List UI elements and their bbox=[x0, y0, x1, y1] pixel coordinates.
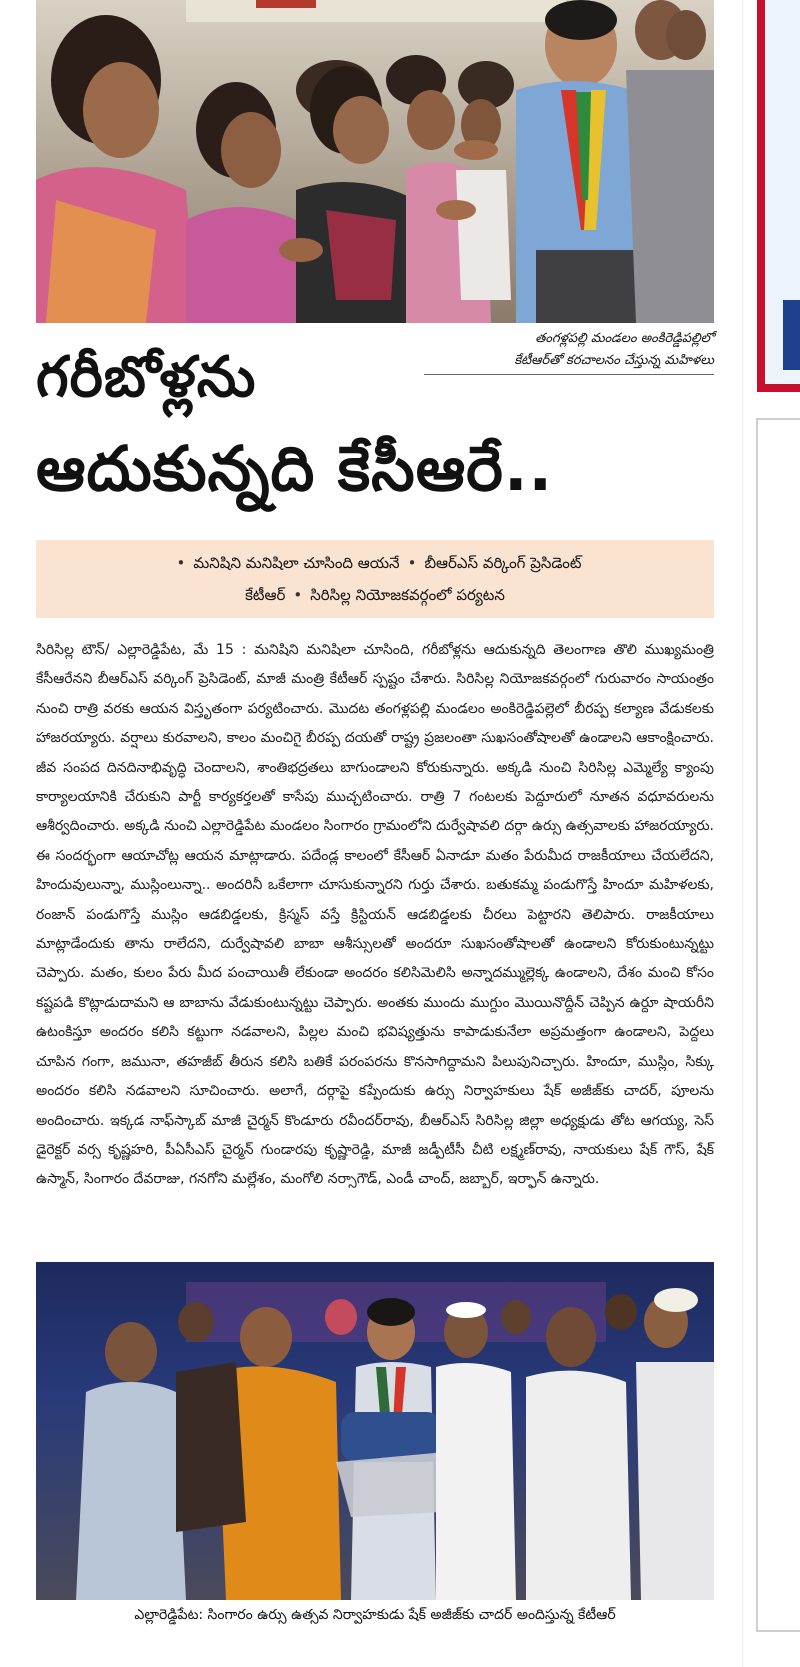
bullet-icon: • bbox=[407, 554, 417, 572]
caption-line-1: తంగళ్లపల్లి మండలం అంకిరెడ్డిపల్లిలో bbox=[535, 331, 714, 346]
bullet-icon: • bbox=[293, 586, 303, 604]
page-gutter bbox=[742, 0, 743, 1667]
subdeck-item-3: సిరిసిల్ల నియోజకవర్గంలో పర్యటన bbox=[310, 586, 505, 604]
subdeck-item-2a: బీఆర్‌ఎస్‌ వర్కింగ్‌ ప్రెసిడెంట్‌ bbox=[424, 554, 582, 572]
headline-line-2: ఆదుకున్నది కేసీఆరే.. bbox=[36, 432, 554, 505]
subdeck-item-2b: కేటీఆర్‌ bbox=[245, 586, 286, 604]
subdeck-highlights bbox=[36, 540, 714, 618]
subdeck-row-1 bbox=[36, 547, 714, 579]
article-body: సిరిసిల్ల టౌన్‌/ ఎల్లారెడ్డిపేట, మే 15 : మనిషిని మనిషిలా చూసింది, గరీబోళ్లను ఆదుకున్నది తెలంగాణ తొలి ముఖ్యమంత్రి కేసీఆరేనని బీఆర్‌ఎస్‌ వర్కింగ్‌ ప్రెసిడెంట్‌, మాజీ మంత్రి కేటీఆర్‌ స్పష్టం చేశారు. సిరిసిల్ల నియోజకవర్గంలో గురువారం సాయంత్రం నుంచి రాత్రి వరకు ఆయన విస్తృతంగా పర్యటించారు. మొదట తంగళ్లపల్లి మండలం అంకిరెడ్డిపల్లెలో బీరప్ప కల్యాణ వేడుకలకు హాజరయ్యారు. వర్షాలు కురవాలని, కాలం మంచిగై బీరప్ప దయతో రాష్ట్ర ప్రజలంతా సుఖసంతోషాలతో ఉండాలని ఆకాంక్షించారు. జీవ సంపద దినదినాభివృద్ధి చెందాలని, శాంతిభద్రతలు బాగుండాలని కోరుకున్నారు. అక్కడి నుంచి సిరిసిల్ల ఎమ్మెల్యే క్యాంపు కార్యాలయానికి చేరుకుని పార్టీ కార్యకర్తలతో కాసేపు ముచ్చటించారు. రాత్రి 7 గంటలకు పెద్దూరులో నూతన వధూవరులను ఆశీర్వదించారు. అక్కడి నుంచి ఎల్లారెడ్డిపేట మండలం సింగారం గ్రామంలోని దుర్వేషావలి దర్గా ఉర్సు ఉత్సవాలకు హాజరయ్యారు. ఈ సందర్భంగా ఆయాచోట్ల ఆయన మాట్లాడారు. పదేండ్ల కాలంలో కేసీఆర్‌ ఏనాడూ మతం పేరుమీద రాజకీయాలు చేయలేదని, హిందువులున్నా, ముస్లింలున్నా.. అందరినీ ఒకేలాగా చూసుకున్నారని గుర్తు చేశారు. బతుకమ్మ పండుగొస్తే హిందూ మహిళలకు, రంజాన్‌ పండుగొస్తే ముస్లిం ఆడబిడ్డలకు, క్రిస్మస్‌ వస్తే క్రిస్టియన్‌ ఆడబిడ్డలకు చీరలు పెట్టారని తెలిపారు. రాజకీయాలు మాట్లాడేందుకు తాను రాలేదని, దుర్వేషావలి బాబా ఆశీస్సులతో అందరూ సుఖసంతోషాలతో ఉండాలని కోరుకుంటున్నట్టు చెప్పారు. మతం, కులం పేరు మీద పంచాయితీ లేకుండా అందరం కలిసిమెలిసి అన్నాదమ్ముల్లెక్క ఉండాలని, దేశం మంచి కోసం కష్టపడి కొట్లాడుదామని ఆ బాబాను వేడుకుంటున్నట్టు చెప్పారు. అంతకు ముందు ముగ్దుం మొయినొద్దీన్‌ చెప్పిన ఉర్దూ షాయరీని ఉటంకిస్తూ అందరం కలిసి కట్టుగా నడవాలని, పిల్లల మంచి భవిష్యత్తును కాపాడుకునేలా అప్రమత్తంగా ఉండాలని, పెద్దలు చూపిన గంగా, జమునా, తహజీబ్‌ తీరున కలిసి బతికే పరంపరను కొనసాగిద్దామని పిలుపునిచ్చారు. హిందూ, ముస్లిం, సిక్కు అందరం కలిసి నడవాలని సూచించారు. అలాగే, దర్గాపై కప్పేందుకు ఉర్సు నిర్వాహకులు షేక్‌ అజీజ్‌కు చాదర్‌, పూలను అందించారు. ఇక్కడ నాఫ్‌స్కాబ్‌ మాజీ చైర్మన్‌ కొండూరు రవీందర్‌రావు, బీఆర్‌ఎస్‌ సిరిసిల్ల జిల్లా అధ్యక్షుడు తోట ఆగయ్య, సెస్‌ డైరెక్టర్‌ వర్స కృష్ణహరి, పీఏసీఎస్‌ చైర్మన్‌ గుండారపు కృష్ణారెడ్డి, మాజీ జడ్పీటీసీ చీటి లక్ష్మణ్‌రావు, నాయకులు షేక్‌ గౌస్‌, షేక్‌ ఉస్మాన్‌, సింగారం దేవరాజు, గనగోని మల్లేశం, మంగోలి నర్సాగౌడ్‌, ఎండీ చాంద్‌, జబ్బార్‌, ఇర్ఫాన్‌ ఉన్నారు. bbox=[36, 642, 714, 1188]
bullet-icon: • bbox=[176, 554, 186, 572]
caption-rule bbox=[424, 374, 714, 375]
subdeck-row-2 bbox=[36, 579, 714, 611]
headline-line-1: గరీబోళ్లను bbox=[36, 345, 257, 410]
photo-caption-bottom: ఎల్లారెడ్డిపేట: సింగారం ఉర్సు ఉత్సవ నిర్వాహకుడు షేక్‌ అజీజ్‌కు చాదర్‌ అందిస్తున్న కేటీఆర్‌ bbox=[134, 1607, 616, 1623]
subdeck-item-1: మనిషిని మనిషిలా చూసింది ఆయనే bbox=[193, 554, 400, 572]
photo-ktr-shaking-hands-with-women bbox=[36, 0, 714, 323]
adjacent-page-frame bbox=[756, 418, 800, 1632]
photo-caption-top bbox=[420, 328, 714, 375]
adjacent-page-ad bbox=[757, 0, 800, 392]
photo-ktr-presenting-chadar bbox=[36, 1262, 714, 1600]
caption-line-2: కేటీఆర్‌తో కరచాలనం చేస్తున్న మహిళలు bbox=[514, 353, 714, 368]
